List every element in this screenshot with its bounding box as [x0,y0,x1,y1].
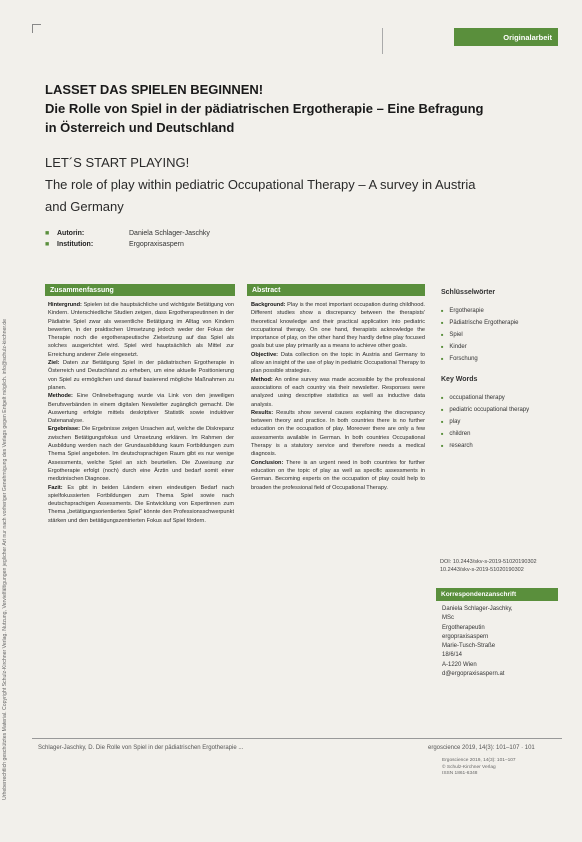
bullet-icon: ■ [45,241,50,248]
german-title [45,80,545,137]
list-item: ■ Ergotherapie [441,305,518,317]
zf-paragraph: Hintergrund: Spielen ist die hauptsächliche und wichtigste Betätigung von Kindern. Unterschiedliche Studien zeigen, dass Ergotherapeutinnen in der Pädiatrie Spiel zwar als wesentliche Betätigung im Alltag von Kindern bewerten, in der praktischen Umsetzung jedoch weder der Fokus der Therapie noch die ergotherapeutische Zielsetzung auf das Spiel als solches ausgerichtet wird. Spiel wird hauptsächlich als Mittel zur Erreichung anderer Ziele eingesetzt. [48,302,234,358]
abstract-paragraph: Objective: Data collection on the topic in Austria and Germany to allow an insight of the use of play in pediatric Occupational Therapy to plan possible strategies. [251,351,425,375]
list-item: ■ pediatric occupational therapy [441,404,529,416]
zf-paragraph: Fazit: Es gibt in beiden Ländern einen eindeutigen Bedarf nach spielfokussierten Fortbildungen zum Thema Spiel sowie nach deutschsprachigen Assessments. Die Entwicklung von Expertinnen zum Thema „betätigungsorientiertes Spiel“ könnte den Professionsschwerpunkt stärken und den betätigungszentrierten Fokus auf Spiel fördern. [48,484,234,524]
contact-line: A-1220 Wien [442,661,477,668]
english-title [45,152,545,218]
list-item: ■ children [441,428,529,440]
footer-page-info: ergoscience 2019, 14(3): 101–107 · 101 [428,745,535,751]
meta-institution: ■ Institution: Ergopraxisaspern [45,241,184,248]
abstract-paragraph: Results: Results show several causes explaining the discrepancy between theory and practice. In both countries there is no further education on the occupation of play. Moreover there are only a few assessments available in German. In both countries Occupational Therapy is a statutory service and therefore needs a medical diagnosis. [251,409,425,458]
meta-author: ■ Autorin: Daniela Schlager-Jaschky [45,230,210,237]
schluesselwoerter-list [441,305,518,365]
contact-line: MSc [442,615,454,622]
contact-line: 18/6/14 [442,652,463,659]
abstract-heading: Abstract [247,284,425,296]
korrespondenz-heading: Korrespondenzanschrift [436,588,558,601]
contact-email[interactable]: d@ergopraxisaspern.at [442,671,505,678]
list-item: ■ play [441,416,529,428]
header-rule [382,28,383,54]
zusammenfassung-heading: Zusammenfassung [45,284,235,296]
abstract-paragraph: Conclusion: There is an urgent need in both countries for further education on the topic of play as well as specific assessments in German. Becoming experts on the occupation of play could help to broaden the professional field of Occupational Therapy. [251,459,425,491]
zf-paragraph: Ergebnisse: Die Ergebnisse zeigen Ursachen auf, welche die Diskrepanz zwischen Betätigungsfokus und Umsetzung erklären. Im Rahmen der Ausbildung werden nach der Grundausbildung kaum Fortbildungen zum Thema Spiel angeboten. Im deutschsprachigen Raum gibt es nur wenige Assessments, welche Spiel an sich beurteilen. Die Zuweisung zur Ergotherapie erfolgt (noch) durch eine Ärztin und bedarf somit einer medizinischen Diagnose. [48,426,234,483]
german-title-line-2: Die Rolle von Spiel in der pädiatrischen Ergotherapie – Eine Befragung [45,101,484,116]
contact-address [442,605,558,679]
zf-paragraph: Methode: Eine Onlinebefragung wurde via Link von den jeweiligen Berufsverbänden in einem digitalen Newsletter zugänglich gemacht. Die Auswertung erfolgte mittels deskriptiver Statistik sowie induktiver Datenanalyse. [48,393,234,425]
english-title-line-1: LET´S START PLAYING! [45,155,190,170]
bullet-icon: ■ [45,230,50,237]
keywords-list [441,392,529,452]
contact-line: Marie-Tusch-Straße [442,643,496,650]
footer-rule [32,738,562,739]
section-band: Originalarbeit [454,28,558,46]
list-item: ■ Spiel [441,329,518,341]
author-meta [45,228,210,250]
schluesselwoerter-heading: Schlüsselwörter [441,289,496,296]
contact-line: Daniela Schlager-Jaschky, [442,606,513,612]
imprint: Ergoscience 2019, 14(3): 101–107 © Schulz-Kirchner Verlag ISSN 1861-6348 [442,758,516,776]
list-item: ■ Kinder [441,341,518,353]
doi-line: 10.2443/skv-s-2019-51020190302 [440,567,524,573]
english-title-line-3: and Germany [45,199,124,214]
abstract-paragraph: Background: Play is the most important occupation during childhood. Different studies show a discrepancy between the therapists' theoretical knowledge and their practical application into pediatric occupational therapy. On one hand, therapists acknowledge the importance of play, on the other hand they hardly define play focused goals but use play primarily as a means to achieve other goals. [251,302,425,350]
contact-line: Ergotherapeutin [442,624,485,631]
abstract-text [251,301,425,492]
doi-block [440,558,560,574]
german-title-line-1: LASSET DAS SPIELEN BEGINNEN! [45,82,264,97]
zf-paragraph: Ziel: Daten zur Betätigung Spiel in der pädiatrischen Ergotherapie in Österreich und Deutschland zu erheben, um eine aktuelle Positionierung von Spiel zu ermöglichen und darauf basierend mögliche Maßnahmen zu planen. [48,360,234,391]
footer-citation: Schlager-Jaschky, D. Die Rolle von Spiel in der pädiatrischen Ergotherapie ... [38,745,244,751]
copyright-side-note: Urheberrechtlich geschütztes Material. Copyright Schulz-Kirchner Verlag. Nutzung, Vervielfältigungen jeglicher Art nur nach vorheriger Genehmigung des Verlags gegen Entgelt möglich. info@schulz-kirchner.de [2,318,8,800]
crop-mark [32,24,41,33]
zusammenfassung-text [48,301,234,525]
list-item: ■ Pädiatrische Ergotherapie [441,317,518,329]
abstract-paragraph: Method: An online survey was made accessible by the professional associations of each country via their newsletter. Responses were analyzed using descriptive statistics as well as inductive data analysis. [251,376,425,408]
list-item: ■ occupational therapy [441,392,529,404]
list-item: ■ research [441,440,529,452]
english-title-line-2: The role of play within pediatric Occupational Therapy – A survey in Austria [45,177,476,192]
keywords-heading: Key Words [441,376,478,383]
list-item: ■ Forschung [441,353,518,365]
german-title-line-3: in Österreich und Deutschland [45,120,235,135]
doi-line[interactable]: DOI: 10.2443/skv-s-2019-51020190302 [440,559,537,565]
contact-line: ergopraxisaspern [442,633,489,640]
